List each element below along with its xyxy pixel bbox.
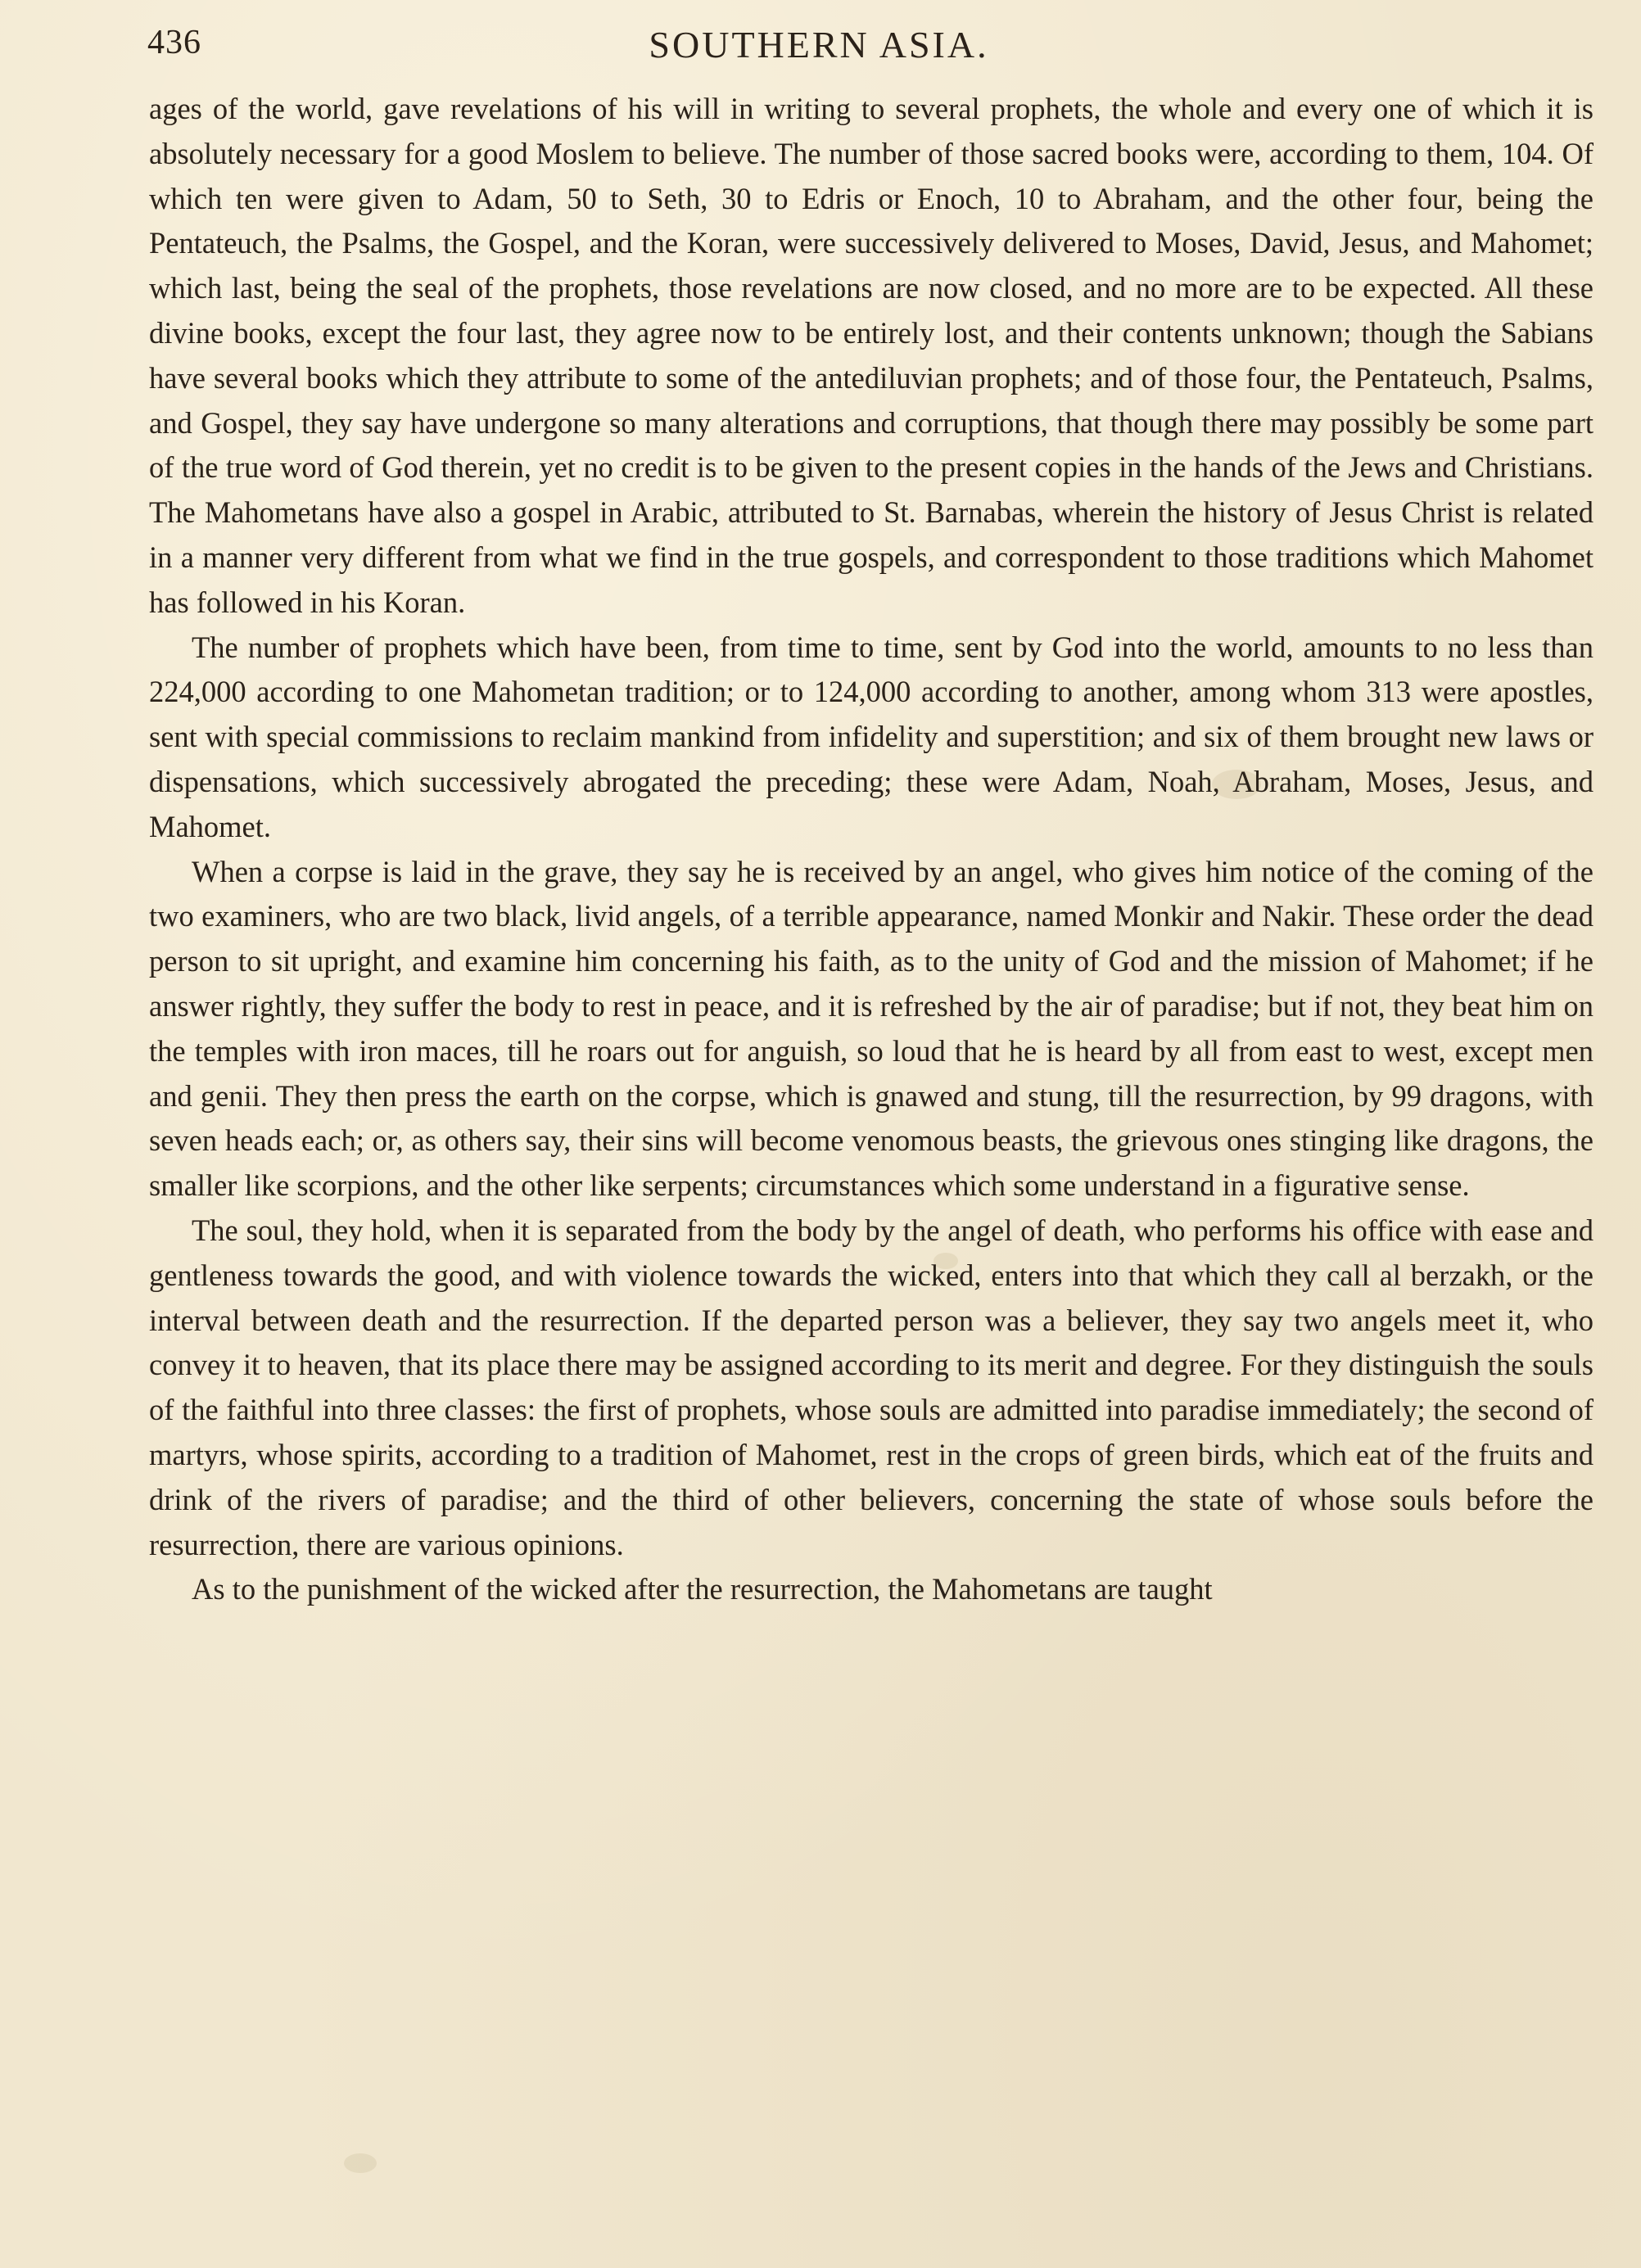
running-head: SOUTHERN ASIA. [649,24,989,66]
paragraph-punishment: As to the punishment of the wicked after the resurrection, the Mahometans are taught [192,1572,1213,1606]
paragraph-soul: The soul, they hold, when it is separated from the body by the angel of death, who performs his office with ease and gentleness towards the good, and with violence towards the wicked, enters into that which they call al berzakh, or the interval between death and the resurrection. If the departed person was a believer, they say two angels meet it, who convey it to heaven, that its place there may be assigned according to its merit and degree. For they distinguish the souls of the faithful into three classes: the first of prophets, whose souls are admitted into paradise immediately; the second of martyrs, whose spirits, according to a tradition of Mahomet, rest in the crops of green birds, which eat of the fruits and drink of the rivers of paradise; and the third of other believers, concerning the state of whose souls before the resurrection, there are various opinions. [149,1213,1594,1561]
paragraph-prophets: The number of prophets which have been, from time to time, sent by God into the world, amounts to no less than 224,000 according to one Mahometan tradition; or to 124,000 according to another, among whom 313 were apostles, sent with special commissions to reclaim mankind from infidelity and superstition; and six of them brought new laws or dispensations, which successively abrogated the preceding; these were Adam, Noah, Abraham, Moses, Jesus, and Mahomet. [149,630,1594,843]
body-text [149,87,1594,1612]
paragraph-continued: ages of the world, gave revelations of his will in writing to several prophets, the whole and every one of which it is absolutely necessary for a good Moslem to believe. The number of those sacred books were, according to them, 104. Of which ten were given to Adam, 50 to Seth, 30 to Edris or Enoch, 10 to Abraham, and the other four, being the Pentateuch, the Psalms, the Gospel, and the Koran, were successively delivered to Moses, David, Jesus, and Mahomet; which last, being the seal of the prophets, those revelations are now closed, and no more are to be expected. All these divine books, except the four last, they agree now to be entirely lost, and their contents unknown; though the Sabians have several books which they attribute to some of the antediluvian prophets; and of those four, the Pentateuch, Psalms, and Gospel, they say have undergone so many alterations and corruptions, that though there may possibly be some part of the true word of God therein, yet no credit is to be given to the present copies in the hands of the Jews and Christians. The Mahometans have also a gospel in Arabic, attributed to St. Barnabas, wherein the history of Jesus Christ is related in a manner very different from what we find in the true gospels, and correspondent to those traditions which Mahomet has followed in his Koran. [149,92,1594,619]
paragraph-grave: When a corpse is laid in the grave, they say he is received by an angel, who gives him notice of the coming of the two examiners, who are two black, livid angels, of a terrible appearance, named Monkir and Nakir. These order the dead person to sit upright, and examine him concerning his faith, as to the unity of God and the mission of Mahomet; if he answer rightly, they suffer the body to rest in peace, and it is refreshed by the air of paradise; but if not, they beat him on the temples with iron maces, till he roars out for anguish, so loud that he is heard by all from east to west, except men and genii. They then press the earth on the corpse, which is gnawed and stung, till the resurrection, by 99 dragons, with seven heads each; or, as others say, their sins will become venomous beasts, the grievous ones stinging like dragons, the smaller like scorpions, and the other like serpents; circumstances which some understand in a figurative sense. [149,854,1594,1203]
page-number: 436 [147,24,201,61]
paper-stain [344,2153,377,2173]
page-header [147,23,1589,88]
